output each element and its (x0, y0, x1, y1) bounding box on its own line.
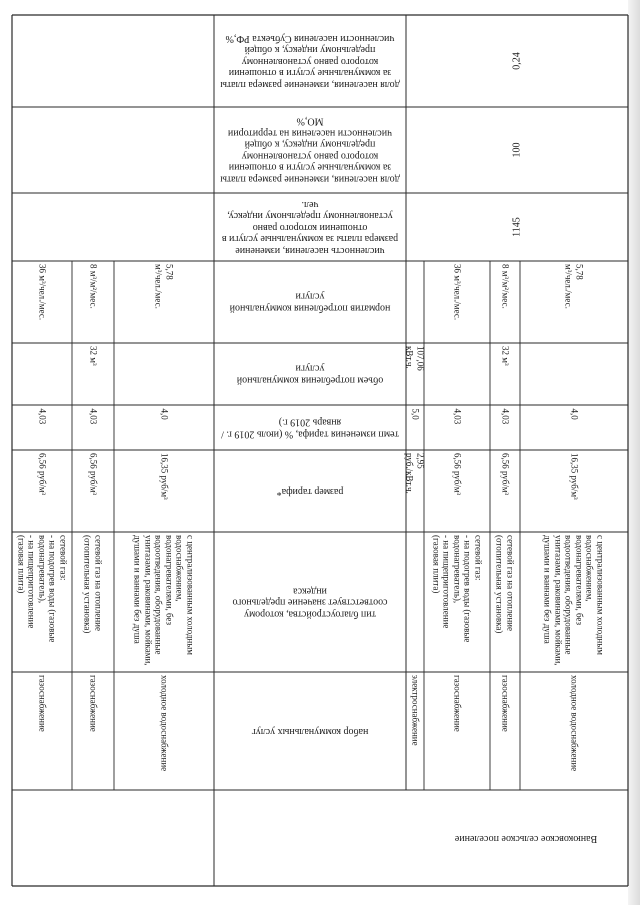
indicator-share-rf-value: 0,24 (511, 52, 523, 70)
right-row-1-rate-cell (406, 405, 424, 450)
left-row-2-volume-cell (72, 343, 114, 405)
header-norm: норматив потребления коммунальной услуги (229, 291, 391, 314)
right-row-3-service: газоснабжение (500, 675, 511, 732)
right-row-3-rate: 4,03 (500, 408, 511, 424)
header-service-set-cell (214, 672, 406, 790)
right-row-4-volume-cell (520, 343, 628, 405)
left-row-3-amenity-cell (114, 532, 214, 672)
indicator-num-text-cell (214, 193, 406, 261)
left-row-2-tariff: 6,56 руб/м³ (88, 453, 99, 496)
left-row-2-amenity-cell (72, 532, 114, 672)
indicator-share-rf-text-cell (214, 15, 406, 107)
right-row-3-volume-cell (490, 343, 520, 405)
left-row-2-tariff-cell (72, 450, 114, 532)
left-row-3-tariff-cell (114, 450, 214, 532)
right-row-1-tariff-cell (406, 450, 424, 532)
indicator-share-mo-text-cell (214, 107, 406, 193)
left-row-2-volume: 32 м³ (88, 346, 99, 366)
left-row-3-norm: 5,78 м³/чел./мес. (154, 264, 175, 309)
header-tariff: размер тарифа* (276, 485, 344, 497)
left-row-1-service: газоснабжение (37, 675, 48, 732)
right-row-3-amenity: сетевой газ на отопление (отопительная установка) (495, 535, 516, 634)
right-row-2-norm: 36 м³/чел./мес. (452, 264, 463, 321)
header-rate-cell (214, 405, 406, 450)
right-row-3-tariff: 6,56 руб/м³ (500, 453, 511, 496)
left-row-3-rate-cell (114, 405, 214, 450)
right-row-3-norm-cell (490, 261, 520, 343)
left-row-1-amenity-cell (12, 532, 72, 672)
left-row-3-amenity: с централизованным холодным водоснабжением, водонагревателями, без водоотведения, оборудованные унитазами, раковинами, мойками, душами и ваннами без душа (133, 535, 196, 666)
indicator-share-rf-text: доля населения, изменение размера платы за коммунальные услуги в отношении которого равно установленному предельному индексу, к общей численности населения Субъекта РФ,% (220, 32, 400, 90)
settlement-cell (424, 790, 628, 886)
left-row-3-tariff: 16,35 руб/м³ (159, 453, 170, 500)
right-row-4-norm-cell (520, 261, 628, 343)
right-row-1-volume: 107,06 кВт.ч. (405, 346, 426, 371)
right-row-3-rate-cell (490, 405, 520, 450)
left-row-2-service-cell (72, 672, 114, 790)
left-row-2-amenity: сетевой газ на отопление (отопительная установка) (83, 535, 104, 634)
right-row-4-rate-cell (520, 405, 628, 450)
right-row-1-rate: 5,0 (410, 408, 421, 420)
left-row-3-volume-cell (114, 343, 214, 405)
left-row-3-norm-cell (114, 261, 214, 343)
indicator-share-mo-value: 100 (511, 142, 523, 158)
left-row-2-rate-cell (72, 405, 114, 450)
right-row-2-service-cell (424, 672, 490, 790)
indicator-share-rf-value-cell (406, 15, 628, 107)
right-row-2-rate: 4,03 (452, 408, 463, 424)
right-row-4-amenity-cell (520, 532, 628, 672)
header-volume: объем потребления коммунальной услуги (236, 363, 384, 386)
left-row-1-service-cell (12, 672, 72, 790)
right-row-1-tariff: 2,95 руб./кВт.ч. (405, 453, 426, 494)
left-row-2-norm: 8 м³/м²/мес. (88, 264, 99, 309)
right-row-4-tariff: 16,35 руб/м³ (569, 453, 580, 500)
right-row-4-amenity: с централизованным холодным водоснабжением, водонагревателями, без водоотведения, оборудованные унитазами, раковинами, мойками, душами и ваннами без душа (543, 535, 606, 666)
left-row-3-service-cell (114, 672, 214, 790)
right-row-3-norm: 8 м³/м²/мес. (500, 264, 511, 309)
right-row-3-service-cell (490, 672, 520, 790)
right-row-2-volume-cell (424, 343, 490, 405)
header-volume-cell (214, 343, 406, 405)
right-row-2-amenity-cell (424, 532, 490, 672)
indicator-share-mo-value-cell (406, 107, 628, 193)
left-row-3-service: холодное водоснабжение (159, 675, 170, 772)
right-row-2-norm-cell (424, 261, 490, 343)
indicator-share-mo-text: доля населения, изменение размера платы за коммунальные услуги в отношении которого равно установленному предельному индексу, к общей численности населения на территории МО,% (220, 116, 400, 185)
left-row-1-norm-cell (12, 261, 72, 343)
indicator-num-value: 1145 (511, 217, 523, 237)
right-row-4-tariff-cell (520, 450, 628, 532)
header-tariff-cell (214, 450, 406, 532)
right-row-2-rate-cell (424, 405, 490, 450)
right-row-1-amenity-cell (406, 532, 424, 672)
right-row-1-service-cell (406, 672, 424, 790)
left-row-3-rate: 4,0 (159, 408, 170, 420)
right-row-4-rate: 4,0 (569, 408, 580, 420)
right-row-2-tariff-cell (424, 450, 490, 532)
header-norm-cell (214, 261, 406, 343)
left-row-1-tariff: 6,56 руб/м³ (37, 453, 48, 496)
header-amenity: тип благоустройства, которому соответствует значение предельного индекса (232, 585, 388, 620)
right-row-2-amenity: сетевой газ: - на подогрев воды (газовые водонагреватель), - на пищеприготовление (газовая плита) (431, 535, 484, 643)
left-row-1-rate-cell (12, 405, 72, 450)
left-row-2-rate: 4,03 (88, 408, 99, 424)
right-row-1-volume-cell (406, 343, 424, 405)
left-row-1-norm: 36 м³/чел./мес. (37, 264, 48, 321)
indicator-num-text: численность населения, изменение размера платы за коммунальные услуги в отношении которого равно установленному предельному индексу, чел. (221, 198, 399, 256)
right-row-3-amenity-cell (490, 532, 520, 672)
right-row-2-tariff: 6,56 руб/м³ (452, 453, 463, 496)
left-row-1-rate: 4,03 (37, 408, 48, 424)
indicator-num-value-cell (406, 193, 628, 261)
left-row-1-tariff-cell (12, 450, 72, 532)
left-row-2-norm-cell (72, 261, 114, 343)
right-row-1-service: электроснабжение (410, 675, 421, 746)
right-row-3-tariff-cell (490, 450, 520, 532)
settlement-name: Ванюковское сельское поселение (454, 832, 598, 844)
header-amenity-cell (214, 532, 406, 672)
right-row-4-service-cell (520, 672, 628, 790)
left-row-1-volume-cell (12, 343, 72, 405)
left-row-2-service: газоснабжение (88, 675, 99, 732)
right-row-2-service: газоснабжение (452, 675, 463, 732)
right-row-3-volume: 32 м³ (500, 346, 511, 366)
right-row-4-service: холодное водоснабжение (569, 675, 580, 772)
right-row-1-norm-cell (406, 261, 424, 343)
header-service-set: набор коммунальных услуг (251, 725, 369, 737)
header-rate: темп изменения тарифа, % (июль 2019 г. /январь 2019 г.) (221, 416, 399, 439)
right-row-4-norm: 5,78 м³/чел./мес. (564, 264, 585, 309)
left-row-1-amenity: сетевой газ: - на подогрев воды (газовые водонагреватель), - на пищеприготовление (газовая плита) (16, 535, 69, 643)
